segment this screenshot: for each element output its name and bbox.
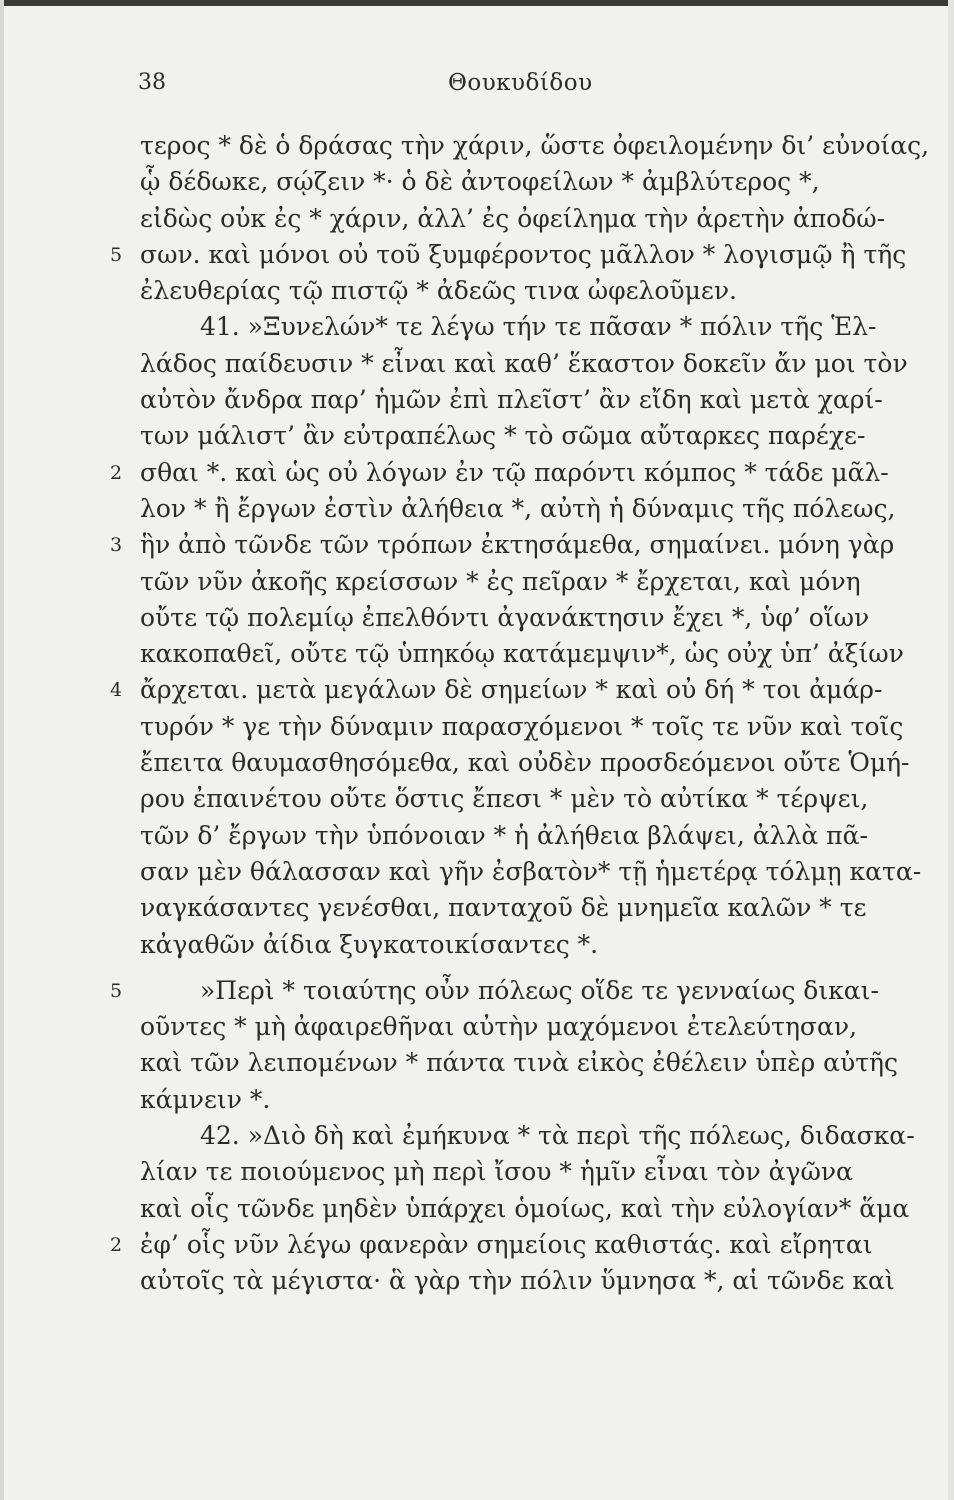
main-text-block <box>0 128 954 1300</box>
text-line <box>0 309 954 345</box>
text-line <box>0 128 954 164</box>
text-line <box>0 1191 954 1227</box>
text-line <box>0 1227 954 1263</box>
margin-line-number: 5 <box>110 979 123 1002</box>
line-text: σαν μὲν θάλασσαν καὶ γῆν ἐσβατὸν* τῇ ἡμετέρᾳ τόλμῃ κατα- <box>140 856 922 886</box>
text-line <box>0 600 954 636</box>
text-line <box>0 745 954 781</box>
text-line <box>0 382 954 418</box>
line-text: 41. »Ξυνελών* τε λέγω τήν τε πᾶσαν * πόλιν τῆς Ἑλ- <box>200 312 877 342</box>
line-text: κακοπαθεῖ, οὔτε τῷ ὑπηκόῳ κατάμεμψιν*, ὡς οὐχ ὑπ’ ἀξίων <box>140 639 904 669</box>
margin-line-number: 2 <box>110 461 123 484</box>
line-text: σθαι *. καὶ ὡς οὐ λόγων ἐν τῷ παρόντι κόμπος * τάδε μᾶλ- <box>140 457 889 487</box>
text-line <box>0 237 954 273</box>
line-text: σων. καὶ μόνοι οὐ τοῦ ξυμφέροντος μᾶλλον * λογισμῷ ἢ τῆς <box>140 239 907 269</box>
text-line <box>0 1118 954 1154</box>
line-text: ἔπειτα θαυμασθησόμεθα, καὶ οὐδὲν προσδεόμενοι οὔτε Ὁμή- <box>140 748 910 778</box>
line-text: καὶ οἷς τῶνδε μηδὲν ὑπάρχει ὁμοίως, καὶ τὴν εὐλογίαν* ἅμα <box>140 1193 910 1223</box>
text-line <box>0 201 954 237</box>
line-text: καὶ τῶν λειπομένων * πάντα τινὰ εἰκὸς ἐθέλειν ὑπὲρ αὐτῆς <box>140 1048 899 1078</box>
text-line <box>0 346 954 382</box>
text-line <box>0 273 954 309</box>
line-text: των μάλιστ’ ἂν εὐτραπέλως * τὸ σῶμα αὔταρκες παρέχε- <box>140 421 866 451</box>
line-text: αὐτὸν ἄνδρα παρ’ ἡμῶν ἐπὶ πλεῖστ’ ἂν εἴδη καὶ μετὰ χαρί- <box>140 385 883 415</box>
text-line <box>0 818 954 854</box>
line-text: αὐτοῖς τὰ μέγιστα· ἃ γὰρ τὴν πόλιν ὕμνησα *, αἱ τῶνδε καὶ <box>140 1266 895 1296</box>
text-line <box>0 672 954 708</box>
page-top-edge <box>0 0 954 6</box>
running-header <box>138 70 898 100</box>
line-text: εἰδὼς οὐκ ἐς * χάριν, ἀλλ’ ἐς ὀφείλημα τὴν ἀρετὴν ἀποδώ- <box>140 203 886 233</box>
text-line <box>0 854 954 890</box>
margin-line-number: 4 <box>110 679 123 702</box>
page-number: 38 <box>138 70 166 95</box>
line-text: ᾧ δέδωκε, σῴζειν *· ὁ δὲ ἀντοφείλων * ἀμβλύτερος *, <box>140 167 820 197</box>
line-text: ρου ἐπαινέτου οὔτε ὅστις ἔπεσι * μὲν τὸ αὐτίκα * τέρψει, <box>140 784 869 814</box>
text-line <box>0 1045 954 1081</box>
text-line <box>0 455 954 491</box>
margin-line-number: 2 <box>110 1233 123 1256</box>
running-title: Θουκυδίδου <box>448 70 593 96</box>
text-line <box>0 164 954 200</box>
margin-line-number: 5 <box>110 243 123 266</box>
text-line <box>0 1263 954 1299</box>
line-text: 42. »Διὸ δὴ καὶ ἐμήκυνα * τὰ περὶ τῆς πόλεως, διδασκα- <box>200 1121 915 1151</box>
text-line <box>0 890 954 926</box>
line-text: ἣν ἀπὸ τῶνδε τῶν τρόπων ἐκτησάμεθα, σημαίνει. μόνη γὰρ <box>140 530 895 560</box>
text-line <box>0 527 954 563</box>
line-text: τερος * δὲ ὁ δράσας τὴν χάριν, ὥστε ὀφειλομένην δι’ εὐνοίας, <box>140 131 930 160</box>
text-line <box>0 927 954 963</box>
line-text: οῦντες * μὴ ἀφαιρεθῆναι αὐτὴν μαχόμενοι ἐτελεύτησαν, <box>140 1012 858 1042</box>
text-line <box>0 636 954 672</box>
line-text: κάμνειν *. <box>140 1084 271 1114</box>
line-text: »Περὶ * τοιαύτης οὖν πόλεως οἵδε τε γενναίως δικαι- <box>200 975 879 1005</box>
line-text: λάδος παίδευσιν * εἶναι καὶ καθ’ ἕκαστον δοκεῖν ἄν μοι τὸν <box>140 348 908 378</box>
text-line <box>0 418 954 454</box>
line-text: ναγκάσαντες γενέσθαι, πανταχοῦ δὲ μνημεῖα καλῶν * τε <box>140 893 867 923</box>
text-line <box>0 1154 954 1190</box>
text-line <box>0 491 954 527</box>
line-text: τῶν δ’ ἔργων τὴν ὑπόνοιαν * ἡ ἀλήθεια βλάψει, ἀλλὰ πᾶ- <box>140 820 868 850</box>
text-line <box>0 781 954 817</box>
line-text: ἐφ’ οἷς νῦν λέγω φανερὰν σημείοις καθιστάς. καὶ εἴρηται <box>140 1229 873 1259</box>
line-text: κἀγαθῶν ἀίδια ξυγκατοικίσαντες *. <box>140 929 599 959</box>
text-line <box>0 973 954 1009</box>
text-line <box>0 1082 954 1118</box>
text-line <box>0 1009 954 1045</box>
line-text: ἄρχεται. μετὰ μεγάλων δὲ σημείων * καὶ οὐ δή * τοι ἀμάρ- <box>140 675 883 705</box>
text-line <box>0 709 954 745</box>
line-text: τῶν νῦν ἀκοῆς κρείσσων * ἐς πεῖραν * ἔρχεται, καὶ μόνη <box>140 566 861 596</box>
line-text: τυρόν * γε τὴν δύναμιν παρασχόμενοι * τοῖς τε νῦν καὶ τοῖς <box>140 711 904 741</box>
line-text: λίαν τε ποιούμενος μὴ περὶ ἴσου * ἡμῖν εἶναι τὸν ἀγῶνα <box>140 1157 853 1187</box>
line-text: λον * ἢ ἔργων ἐστὶν ἀλήθεια *, αὐτὴ ἡ δύναμις τῆς πόλεως, <box>140 493 896 523</box>
text-line <box>0 564 954 600</box>
margin-line-number: 3 <box>110 534 123 557</box>
line-text: ἐλευθερίας τῷ πιστῷ * ἀδεῶς τινα ὠφελοῦμεν. <box>140 276 737 306</box>
line-text: οὔτε τῷ πολεμίῳ ἐπελθόντι ἀγανάκτησιν ἔχει *, ὑφ’ οἵων <box>140 602 870 632</box>
